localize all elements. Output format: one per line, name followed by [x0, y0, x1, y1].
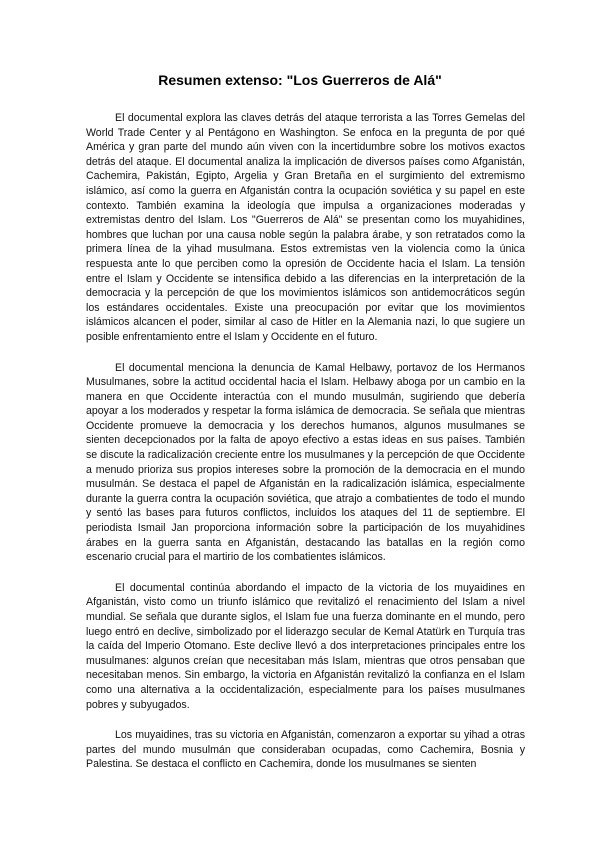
document-title: Resumen extenso: "Los Guerreros de Alá" [158, 72, 442, 88]
paragraph: El documental continúa abordando el impacto de la victoria de los muyaidines en Afganistán, visto como un triunfo islámico que revitalizó el renacimiento del Islam a nivel mundial. Se señala que durante siglos, el Islam fue una fuerza dominante en el mundo, pero luego entró en declive, simbolizado por el liderazgo secular de Kemal Atatürk en Turquía tras la caída del Imperio Otomano. Este declive llevó a dos interpretaciones principales entre los musulmanes: algunos creían que necesitaban más Islam, mientras que otros pensaban que necesitaban menos. Sin embargo, la victoria en Afganistán revitalizó la confianza en el Islam como una alternativa a la occidentalización, especialmente para los países musulmanes pobres y subyugados. [86, 581, 525, 711]
paragraph: El documental menciona la denuncia de Kamal Helbawy, portavoz de los Hermanos Musulmanes, sobre la actitud occidental hacia el Islam. Helbawy aboga por un cambio en la manera en que Occidente interactúa con el mundo musulmán, sugiriendo que debería apoyar a los moderados y respetar la forma islámica de democracia. Se señala que mientras Occidente promueve la democracia y los derechos humanos, algunos musulmanes se sienten decepcionados por la falta de apoyo efectivo a estas ideas en sus países. También se discute la radicalización creciente entre los musulmanes y la percepción de que Occidente a menudo prioriza sus propios intereses sobre la promoción de la democracia en el mundo musulmán. Se destaca el papel de Afganistán en la radicalización islámica, especialmente durante la guerra contra la ocupación soviética, que atrajo a combatientes de todo el mundo y sentó las bases para futuros conflictos, incluidos los ataques del 11 de septiembre. El periodista Ismail Jan proporciona información sobre la participación de los muyahidines árabes en la guerra santa en Afganistán, destacando las batallas en la región como escenario crucial para el martirio de los combatientes islámicos. [86, 361, 525, 564]
paragraph: El documental explora las claves detrás del ataque terrorista a las Torres Gemelas del World Trade Center y al Pentágono en Washington. Se enfoca en la pregunta de por qué América y gran parte del mundo aún viven con la incertidumbre sobre los motivos exactos detrás del ataque. El documental analiza la implicación de diversos países como Afganistán, Cachemira, Pakistán, Egipto, Argelia y Gran Bretaña en el surgimiento del extremismo islámico, así como la guerra en Afganistán contra la ocupación soviética y su papel en este contexto. También examina la ideología que impulsa a organizaciones moderadas y extremistas dentro del Islam. Los "Guerreros de Alá" se presentan como los muyahidines, hombres que luchan por una causa noble según la palabra árabe, y son retratados como la primera línea de la yihad musulmana. Estos extremistas ven la violencia como la única respuesta ante lo que perciben como la opresión de Occidente hacia el Islam. La tensión entre el Islam y Occidente se intensifica debido a las diferencias en la interpretación de la democracia y la percepción de que los movimientos islámicos son antidemocráticos según los estándares occidentales. Existe una preocupación por evitar que los movimientos islámicos alcancen el poder, similar al caso de Hitler en la Alemania nazi, lo que sugiere un posible enfrentamiento entre el Islam y Occidente en el futuro. [86, 112, 525, 343]
document-body [86, 111, 525, 788]
paragraph: Los muyaidines, tras su victoria en Afganistán, comenzaron a exportar su yihad a otras partes del mundo musulmán que consideraban ocupadas, como Cachemira, Bosnia y Palestina. Se destaca el conflicto en Cachemira, donde los musulmanes se sienten [86, 729, 525, 771]
